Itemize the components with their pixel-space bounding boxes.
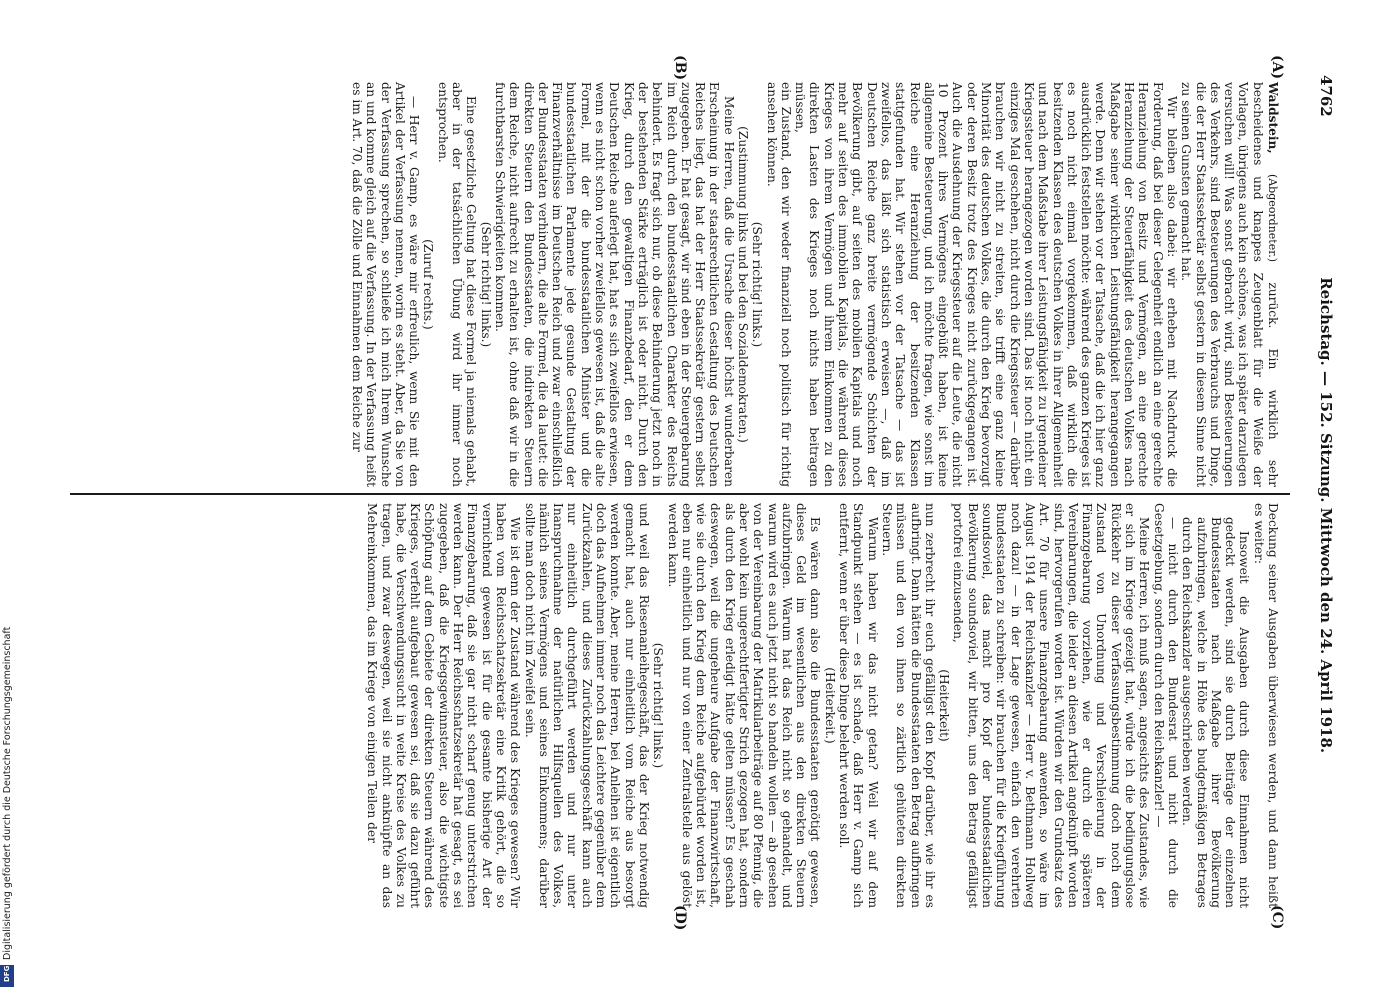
margin-mark-b: (B) (672, 55, 688, 81)
right-column (80, 503, 1280, 908)
margin-mark-c: (C) (1269, 905, 1285, 930)
paragraph: Warum haben wir das nicht getan? Weil wir auf dem Standpunkt stehen — es ist schade, daß Herr v. Gamp sich entfernt, wenn er über diese Dinge belehrt werden soll. (837, 503, 880, 908)
paragraph: Meine Herren, daß die Ursache dieser höchst wunderbaren Erscheinung in der staatsrechtlichen Gestaltung des Deutschen Reiches liegt, das hat der Herr Staatssekretär gestern selbst zugegeben. Er hat gesagt, wir sind eben in der Steuergebarung im Reich durch den bundesstaatlichen Charakter des Reichs behindert. Es fragt sich nur, ob diese Behinderung jetzt noch in der bestehenden Stärke erträglich ist oder nicht. Durch den Krieg, durch den gewaltigen Finanzbedarf, den er dem Deutschen Reiche auferlegt hat, hat es sich zweifellos erwiesen, wenn es nicht schon vorher zweifellos gewesen ist, daß die alte Formel, mit der die bundesstaatlichen Minister und die bundesstaatlichen Parlamente jede gesunde Gestaltung der Finanzverhältnisse im Deutschen Reich und zwar einschließlich der Bundesstaaten verhindern, die alte Formel, die da lautet: die direkten Steuern den Bundesstaaten, die indirekten Steuern dem Reiche, nicht aufrecht zu erhalten ist, ohne daß wir in die furchtbarsten Schwierigkeiten kommen. (492, 82, 736, 487)
paragraph: — Herr v. Gamp, es wäre mir erfreulich, wenn Sie mit den Artikel der Verfassung nennen, worin es steht. Aber, da Sie von der Verfassung sprechen, so schließe ich mich Ihrem Wunsche an und komme gleich auf die Verfassung. In der Verfassung heißt es im Art. 70, daß die Zölle und Einnahmen dem Reiche zur (350, 82, 422, 487)
column-divider (70, 493, 1290, 495)
speaker-name: Waldstein, (1266, 82, 1280, 154)
paragraph: Deckung seiner Ausgaben überwiesen werden, und dann heißt es weiter: (1251, 503, 1280, 908)
paragraph: und weil das Riesenanleihegeschäft, das der Krieg notwendig gemacht hat, auch nur einheitlich vom Reiche aus besorgt werden konnte. Aber, meine Herren, bei Anleihen ist eigentlich doch das Aufnehmen immer noch das Leichtere gegenüber dem Zurückzahlen, und dieses Zurückzahlungsgeschäft kann auch nur einheitlich durchgeführt werden und nur unter Inanspruchnahme der natürlichen Hilfsquellen des Volkes, nämlich seines Vermögens und seines Einkommens; darüber sollte man doch nicht im Zweifel sein. (522, 503, 651, 908)
quotation: Insoweit die Ausgaben durch diese Einnahmen nicht gedeckt werden, sind sie durch Beiträge der einzelnen Bundesstaaten nach Maßgabe ihrer Bevölkerung aufzubringen, welche in Höhe des budgetmäßigen Betrages durch den Reichskanzler ausgeschrieben werden. (1180, 517, 1252, 908)
paragraph: Es wären dann also die Bundesstaaten genötigt gewesen, dieses Geld im wesentlichen aus den direkten Steuern aufzubringen. Warum hat das Reich nicht so gehandelt, und warum wird es auch jetzt nicht so handeln wollen — ab gesehen von der Vereinbarung der Matrikularbeiträge auf 80 Pfennig, die aber wohl kein ungerechtfertigter Strich gezogen hat, sondern als durch den Krieg erledigt hätte gelten müssen? Es geschah deswegen, weil die ungeheure Aufgabe der Finanzwirtschaft, wie sie durch den Krieg dem Reiche aufgebürdet worden ist, eben nur einheitlich und nur von einer Zentralstelle aus gelöst werden kann. (665, 503, 823, 908)
interjection: (Sehr richtig! links.) (478, 221, 493, 348)
paragraph: Meine Herren, ich muß sagen, angesichts des Zustandes, wie er sich im Kriege gezeigt hat, würde ich die bedingungslose Rückkehr zu dieser Verfassungsbestimmung doch noch dem Zustand von Unordnung und Verschleierung in der Finanzgebarung vorziehen, wie er durch die späteren Vereinbarungen, die leider an diesen Artikel angeknüpft worden sind, hervorgerufen worden ist. Würden wir den Grundsatz des Art. 70 für unsere Finanzgebarung anwenden, so wäre im August 1914 der Reichskanzler — Herr v. Bethmann Hollweg noch dazu! — in der Lage gewesen, einfach den verehrten Bundesstaaten zu schreiben: wir brauchen für die Kriegführung soundsoviel, das macht pro Kopf der bundesstaatlichen Bevölkerung soundsoviel, wir bitten, uns den Betrag gefälligst portofrei einzusenden, (951, 503, 1152, 908)
left-column: Waldstein, (Abgeordneter.) zurück. Ein wirklich sehr bescheidenes und knappes Zeugenblatt für die Weiße der Vorlagen, übrigens auch kein schönes, was ich später darzulegen versuchen will! Was sonst gebracht wird, sind Besteuerungen des Verkehrs, sind Besteuerungen des Verbrauchs und Dinge, die der Herr Staatssekretär selbst gestern in diesem Sinne nicht zu seinen Gunsten gemacht hat. Wir bleiben also dabei: wir erheben mit Nachdruck die Forderung, daß bei dieser Gelegenheit endlich an eine gerechte Heranziehung von Besitz und Vermögen, an eine gerechte Heranziehung der Steuerfähigkeit des deutschen Volkes nach Maßgabe seiner wirklichen Leistungsfähigkeit herangegangen werde. Denn wir stehen vor der Tatsache, daß die ich hier ganz ausdrücklich feststellen möchte: während des ganzen Krieges ist es noch nicht einmal vorgekommen, daß wirklich die besitzenden Klassen des deutschen Volkes in ihrer Allgemeinheit und nach dem Maßstabe ihrer Leistungsfähigkeit zu irgendeiner Kriegssteuer herangezogen worden sind. Das ist noch nicht ein einziges Mal geschehen, nicht durch die Kriegssteuer — darüber brauchen wir nicht zu streiten, sie trifft eine ganz kleine Minorität des deutschen Volkes, die durch den Krieg bevorzugt oder deren Besitz trotz des Krieges nicht zurückgegangen ist. Auch die Ausdehnung der Kriegssteuer auf die Leute, die nicht 10 Prozent ihres Vermögens eingebüßt haben, ist keine allgemeine Besteuerung, und ich möchte fragen, wie sonst im Reiche eine Heranziehung der besitzenden Klassen stattgefunden hat. Wir stehen vor der Tatsache — das ist zweifellos, das läßt sich statistisch erweisen —, daß im Deutschen Reiche ganz breite vermögende Schichten der Bevölkerung gibt, auf seiten des mobilen Kapitals und noch mehr auf seiten des immobilen Kapitals, die während dieses Krieges von ihrem Vermögen und ihrem Einkommen zu den direkten Lasten des Krieges noch nichts haben beitragen müssen, ein Zustand, den wir weder finanziell noch politisch für richtig ansehen können. (Sehr richtig! links.) (Zustimmung links und bei den Sozialdemokraten.) Meine Herren, daß die Ursache dieser höchst wunderbaren Erscheinung in der staatsrechtlichen Gestaltung des Deutschen Reiches liegt, das hat der Herr Staatssekretär gestern selbst zugegeben. Er hat gesagt, wir sind eben in der Steuergebarung im Reich durch den bundesstaatlichen Charakter des Reichs behindert. Es fragt sich nur, ob diese Behinderung jetzt noch in der bestehenden Stärke erträglich ist oder nicht. Durch den Krieg, durch den gewaltigen Finanzbedarf, den er dem Deutschen Reiche auferlegt hat, hat es sich zweifellos erwiesen, wenn es nicht schon vorher zweifellos gewesen ist, daß die alte Formel, mit der die bundesstaatlichen Minister und die bundesstaatlichen Parlamente jede gesunde Gestaltung der Finanzverhältnisse im Deutschen Reich und zwar einschließlich der Bundesstaaten verhindern, die alte Formel, die da lautet: die direkten Steuern den Bundesstaaten, die indirekten Steuern dem Reiche, nicht aufrecht zu erhalten ist, ohne daß wir in die furchtbarsten Schwierigkeiten kommen. (Sehr richtig! links.) Eine gesetzliche Geltung hat diese Formel ja niemals gehabt, aber in der tatsächlichen Übung wird ihr immer noch entsprochen. (Zuruf rechts.) — Herr v. Gamp, es wäre mir erfreulich, wenn Sie mit den Artikel der Verfassung nennen, worin es steht. Aber, da Sie von der Verfassung sprechen, so schließe ich mich Ihrem Wunsche an und komme gleich auf die Verfassung. In der Verfassung heißt es im Art. 70, daß die Zölle und Einnahmen dem Reiche zur (350, 82, 1280, 488)
paragraph: nun zerbrecht ihr euch gefälligst den Kopf darüber, wie ihr es aufbringt. Dann hätten die Bundesstaaten den Betrag aufbringen müssen und den von ihnen so zärtlich gehüteten direkten Steuern. (879, 503, 937, 908)
header-title: Reichstag. — 152. Sitzung. Mittwoch den 24. April 1918. (1317, 277, 1335, 754)
digitization-note: Digitalisierung gefördert durch die Deutsche Forschungsgemeinschaft (2, 626, 13, 960)
paragraph: zurück. Ein wirklich sehr bescheidenes und knappes Zeugenblatt für die Weiße der Vorlagen, übrigens auch kein schönes, was ich später darzulegen versuchen will! Was sonst gebracht wird, sind Besteuerungen des Verkehrs, sind Besteuerungen des Verbrauchs und Dinge, die der Herr Staatssekretär selbst gestern in diesem Sinne nicht zu seinen Gunsten gemacht hat. (1179, 82, 1280, 488)
margin-mark-a: (A) (1269, 55, 1285, 80)
paragraph: Wir bleiben also dabei: wir erheben mit Nachdruck die Forderung, daß bei dieser Gelegenheit endlich an eine gerechte Heranziehung von Besitz und Vermögen, an eine gerechte Heranziehung der Steuerfähigkeit des deutschen Volkes nach Maßgabe seiner wirklichen Leistungsfähigkeit herangegangen werde. Denn wir stehen vor der Tatsache, daß die ich hier ganz ausdrücklich feststellen möchte: während des ganzen Krieges ist es noch nicht einmal vorgekommen, daß wirklich die besitzenden Klassen des deutschen Volkes in ihrer Allgemeinheit und nach dem Maßstabe ihrer Leistungsfähigkeit zu irgendeiner Kriegssteuer herangezogen worden sind. Das ist noch nicht ein einziges Mal geschehen, nicht durch die Kriegssteuer — darüber brauchen wir nicht zu streiten, sie trifft eine ganz kleine Minorität des deutschen Volkes, die durch den Krieg bevorzugt oder deren Besitz trotz des Krieges nicht zurückgegangen ist. Auch die Ausdehnung der Kriegssteuer auf die Leute, die nicht 10 Prozent ihres Vermögens eingebüßt haben, ist keine allgemeine Besteuerung, und ich möchte fragen, wie sonst im Reiche eine Heranziehung der besitzenden Klassen stattgefunden hat. Wir stehen vor der Tatsache — das ist zweifellos, das läßt sich statistisch erweisen —, daß im Deutschen Reiche ganz breite vermögende Schichten der Bevölkerung gibt, auf seiten des mobilen Kapitals und noch mehr auf seiten des immobilen Kapitals, die während dieses Krieges von ihrem Vermögen und ihrem Einkommen zu den direkten Lasten des Krieges noch nichts haben beitragen müssen, (793, 82, 1179, 487)
running-header (1317, 75, 1335, 754)
paragraph: Eine gesetzliche Geltung hat diese Formel ja niemals gehabt, aber in der tatsächlichen Übung wird ihr immer noch entsprochen. (435, 82, 479, 487)
margin-mark-d: (D) (672, 905, 688, 931)
interjection: (Sehr richtig! links.) (750, 221, 765, 348)
paragraph: — nicht durch den Bundesrat und nicht durch die Gesetzgebung, sondern durch den Reichskanzler! — (1151, 503, 1180, 908)
dfg-logo-icon: DFG (0, 965, 14, 987)
interjection: (Heiterkeit.) (822, 667, 837, 744)
interjection: (Zustimmung links und bei den Sozialdemokraten.) (736, 126, 751, 443)
speaker-tag: Abgeordneter. (1266, 178, 1279, 258)
interjection: (Sehr richtig! links.) (651, 642, 666, 769)
paragraph: Wie ist denn der Zustand während des Krieges gewesen? Wir haben vom Reichsschatzsekretär eine Kritik gehört, die so vernichtend gewesen ist für die gesamte bisherige Art der Finanzgebarung, daß sie gar nicht scharf genug unterstrichen werden kann. Der Herr Reichsschatzsekretär hat gesagt, es sei zugegeben, daß die Kriegsgewinnsteuer, also die wichtigste Schöpfung auf dem Gebiete der direkten Steuern während des Krieges, verfehlt aufgebaut gewesen sei, daß sie dazu geführt habe, die Verschwendungssucht in weite Kreise des Volkes zu tragen, und zwar deswegen, weil sie nicht anknüpfte an das Mehreinkommen, das im Kriege von einigen Teilen der (365, 503, 523, 908)
interjection: (Heiterkeit) (937, 669, 952, 742)
paragraph: ein Zustand, den wir weder finanziell noch politisch für richtig ansehen können. (764, 82, 793, 487)
page-number: 4762 (1317, 75, 1335, 117)
interjection: (Zuruf rechts.) (421, 239, 436, 330)
